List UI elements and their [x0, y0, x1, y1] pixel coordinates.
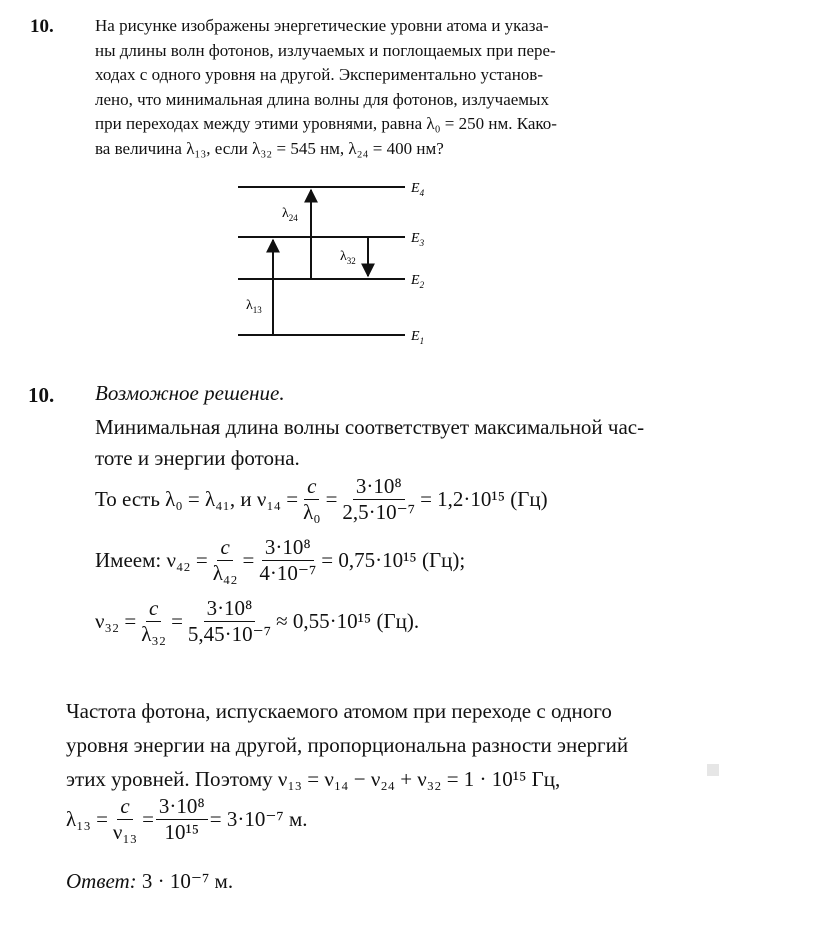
eq3-fraction-1: $\frac{c}{\text{λ₃₂}}$ — [141, 596, 167, 647]
solution-intro-line: Минимальная длина волны соответствует максимальной час- — [95, 415, 645, 439]
transition-label-13: $\lambda_{13}$ — [246, 298, 262, 315]
answer-label: Ответ: — [66, 869, 137, 893]
eq4-result: = 3·10⁻⁷ м. — [209, 807, 308, 832]
equation-3: ν₃₂ = $\frac{c}{\text{λ₃₂}}$ = $\frac{\text{3·10⁸}}{\text{5,45·10⁻⁷}}$ ≈ 0,55·10¹⁵ (Гц). — [95, 596, 420, 647]
eq1-result: = 1,2·10¹⁵ (Гц) — [420, 487, 548, 512]
eq4-fraction-1: $\frac{c}{\text{ν₁₃}}$ — [112, 794, 138, 845]
eq2-fraction-1: $\frac{c}{\text{λ₄₂}}$ — [212, 535, 238, 586]
paragraph-line: Частота фотона, испускаемого атомом при переходе с одного — [66, 699, 612, 723]
eq1-fraction-1: $\frac{c}{\text{λ₀}}$ — [303, 474, 321, 525]
solution-intro-line: тоте и энергии фотона. — [95, 446, 300, 470]
eq4-prefix: λ₁₃ = — [66, 807, 108, 832]
eq3-fraction-2: $\frac{\text{3·10⁸}}{\text{5,45·10⁻⁷}}$ — [187, 596, 272, 647]
paragraph-line: этих уровней. Поэтому ν₁₃ = ν₁₄ − ν₂₄ + ν₃₂ = 1 · 10¹⁵ Гц, — [66, 767, 561, 791]
answer-value: 3 · 10⁻⁷ м. — [141, 869, 234, 893]
problem-line: ва величина λ₁₃, если λ₃₂ = 545 нм, λ₂₄ = 400 нм? — [95, 138, 444, 158]
solution-number: 10. — [28, 383, 55, 407]
problem-line: ходах с одного уровня на другой. Экспериментально установ- — [95, 65, 543, 84]
eq2-fraction-2: $\frac{\text{3·10⁸}}{\text{4·10⁻⁷}}$ — [259, 535, 317, 586]
energy-level-diagram — [200, 172, 460, 352]
level-label-e1: $E_1$ — [411, 329, 425, 346]
equation-4: λ₁₃ = $\frac{c}{\text{ν₁₃}}$ = $\frac{\text{3·10⁸}}{\text{10¹⁵}}$ = 3·10⁻⁷ м. — [66, 794, 308, 845]
level-label-e2: $E_2$ — [411, 273, 425, 290]
problem-line: На рисунке изображены энергетические уровни атома и указа- — [95, 16, 549, 35]
answer — [66, 869, 233, 894]
equation-1: То есть λ₀ = λ₄₁, и ν₁₄ = $\frac{c}{\text{λ₀}}$ = $\frac{\text{3·10⁸}}{\text{2,5·10⁻⁷}}$ = 1,2·10¹⁵ (Гц) — [95, 474, 548, 525]
scan-artifact — [707, 764, 719, 776]
level-label-e4: $E_4$ — [411, 181, 425, 198]
eq2-prefix: Имеем: ν₄₂ = — [95, 548, 208, 573]
eq3-prefix: ν₃₂ = — [95, 609, 137, 634]
solution-paragraph — [66, 694, 628, 796]
eq4-fraction-2: $\frac{\text{3·10⁸}}{\text{10¹⁵}}$ — [156, 795, 208, 844]
problem-number: 10. — [30, 16, 54, 37]
eq1-prefix: То есть λ₀ = λ₄₁, и ν₁₄ = — [95, 487, 299, 512]
eq3-result: ≈ 0,55·10¹⁵ (Гц). — [276, 609, 420, 634]
transition-label-24: $\lambda_{24}$ — [282, 206, 298, 223]
problem-line: при переходах между этими уровнями, равна λ₀ = 250 нм. Како- — [95, 114, 557, 133]
problem-line: лено, что минимальная длина волны для фотонов, излучаемых — [95, 89, 549, 109]
level-label-e3: $E_3$ — [411, 231, 425, 248]
paragraph-line: уровня энергии на другой, пропорциональна разности энергий — [66, 733, 629, 757]
solution-intro — [95, 412, 644, 474]
equation-2: Имеем: ν₄₂ = $\frac{c}{\text{λ₄₂}}$ = $\frac{\text{3·10⁸}}{\text{4·10⁻⁷}}$ = 0,75·10¹⁵ (Гц); — [95, 535, 466, 586]
eq1-fraction-2: $\frac{\text{3·10⁸}}{\text{2,5·10⁻⁷}}$ — [342, 474, 416, 525]
problem-text — [95, 14, 557, 161]
eq2-result: = 0,75·10¹⁵ (Гц); — [321, 548, 466, 573]
transition-label-32: $\lambda_{32}$ — [340, 249, 356, 266]
problem-line: ны длины волн фотонов, излучаемых и поглощаемых при пере- — [95, 40, 556, 60]
solution-heading: Возможное решение. — [95, 381, 285, 405]
